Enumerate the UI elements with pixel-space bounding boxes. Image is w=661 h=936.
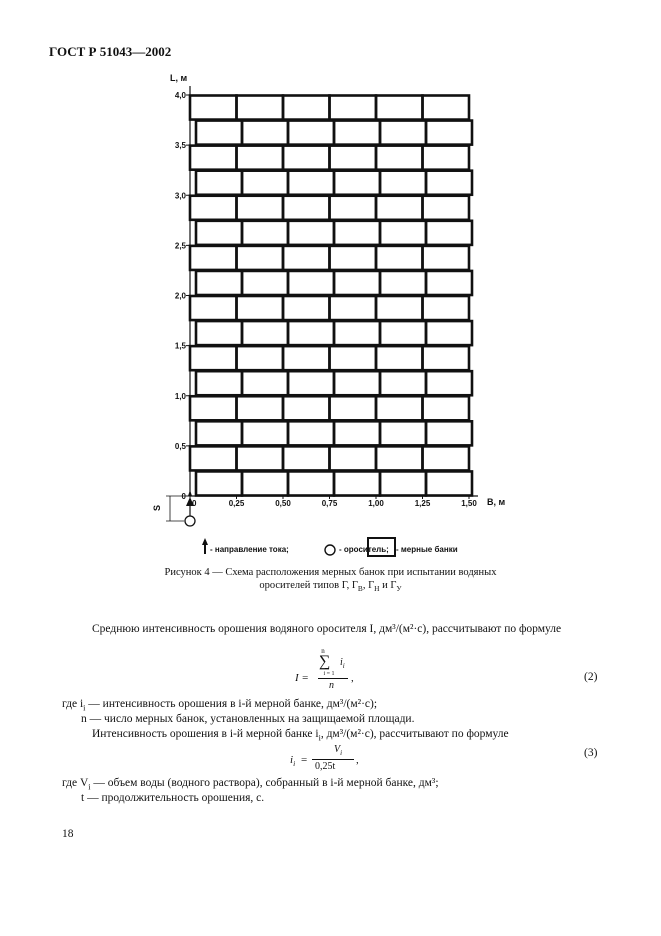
jar-cell bbox=[426, 321, 472, 345]
jar-cell bbox=[196, 421, 242, 445]
jar-cell bbox=[380, 121, 426, 145]
jar-cell bbox=[334, 121, 380, 145]
jar-cell bbox=[288, 221, 334, 245]
jar-cell bbox=[330, 196, 377, 220]
jar-cell bbox=[288, 471, 334, 495]
jar-cell bbox=[380, 321, 426, 345]
jar-cell bbox=[334, 471, 380, 495]
figure-caption-line2: оросителей типов Г, $Г_В$, $Г_Н$ и $Г_У$ bbox=[259, 580, 402, 594]
jar-cell bbox=[283, 446, 330, 470]
axes bbox=[166, 86, 478, 526]
jar-cell bbox=[334, 421, 380, 445]
jar-cell bbox=[237, 246, 284, 270]
jar-cell bbox=[242, 171, 288, 195]
jar-cell bbox=[423, 246, 470, 270]
jar-cell bbox=[190, 296, 237, 320]
eq3-comma: , bbox=[356, 754, 359, 766]
jar-cell bbox=[190, 146, 237, 170]
jar-cell bbox=[426, 171, 472, 195]
jar-cell bbox=[423, 146, 470, 170]
jar-cell bbox=[237, 146, 284, 170]
jar-cell bbox=[376, 296, 423, 320]
paragraph-jar-intensity: Интенсивность орошения в i-й мерной банке $i_i$, дм³/(м²·с), рассчитывают по формуле bbox=[92, 728, 509, 743]
jar-cell bbox=[423, 446, 470, 470]
jar-cell bbox=[242, 471, 288, 495]
jar-cell bbox=[334, 371, 380, 395]
y-tick-label: 3,0 bbox=[174, 191, 186, 201]
jar-cell bbox=[426, 221, 472, 245]
page-number: 18 bbox=[62, 828, 74, 840]
where-n: n — число мерных банок, установленных на защищаемой площади. bbox=[81, 713, 415, 725]
jar-cell bbox=[196, 121, 242, 145]
jar-cell bbox=[423, 96, 470, 120]
jar-cell bbox=[283, 296, 330, 320]
sprinkler-marker bbox=[185, 516, 195, 526]
jar-cell bbox=[330, 246, 377, 270]
jar-cell bbox=[190, 346, 237, 370]
x-tick-label: 0 bbox=[192, 499, 197, 508]
jar-cell bbox=[190, 396, 237, 420]
jar-cell bbox=[426, 421, 472, 445]
jar-cell bbox=[380, 221, 426, 245]
jar-cell bbox=[334, 171, 380, 195]
jar-legend-box bbox=[367, 537, 396, 557]
x-tick-label: 1,25 bbox=[414, 499, 431, 508]
eq2-numerator: $i_i$ bbox=[340, 657, 345, 670]
y-axis-label: L, м bbox=[170, 73, 188, 83]
x-tick-label: 0,75 bbox=[321, 499, 338, 508]
eq3-number: (3) bbox=[584, 747, 598, 759]
jar-cell bbox=[376, 146, 423, 170]
jar-cell bbox=[237, 446, 284, 470]
x-tick-labels bbox=[190, 496, 477, 508]
jar-cell bbox=[426, 471, 472, 495]
eq3-numerator: $V_i$ bbox=[334, 744, 343, 757]
jar-cell bbox=[288, 421, 334, 445]
jar-cell bbox=[242, 121, 288, 145]
x-tick-label: 1,50 bbox=[461, 499, 477, 508]
eq2-lhs: I = bbox=[295, 672, 309, 684]
jar-cell bbox=[196, 271, 242, 295]
jar-cell bbox=[237, 346, 284, 370]
jar-cell bbox=[288, 321, 334, 345]
legend-flow-label: - направление тока; bbox=[210, 545, 289, 554]
jar-cell bbox=[242, 321, 288, 345]
eq2-number: (2) bbox=[584, 671, 598, 683]
x-tick-label: 1,00 bbox=[368, 499, 384, 508]
jar-cell bbox=[283, 196, 330, 220]
jar-cell bbox=[283, 396, 330, 420]
eq3-lhs: $i_i$ bbox=[290, 754, 296, 769]
jar-cell bbox=[423, 296, 470, 320]
eq3-fraction-bar bbox=[312, 759, 354, 760]
eq2-sum-lower: i = 1 bbox=[323, 671, 335, 677]
sprinkler-icon bbox=[324, 543, 338, 557]
jar-cell bbox=[423, 396, 470, 420]
jar-cell bbox=[196, 471, 242, 495]
where-i: где $i_i$ — интенсивность орошения в i-й мерной банке, дм³/(м²·с); bbox=[62, 698, 378, 713]
jar-cell bbox=[423, 346, 470, 370]
jar-cell bbox=[380, 421, 426, 445]
jar-cell bbox=[237, 296, 284, 320]
jar-cell bbox=[426, 271, 472, 295]
jar-cell bbox=[334, 221, 380, 245]
jar-cell bbox=[423, 196, 470, 220]
jar-cell bbox=[376, 196, 423, 220]
jar-cell bbox=[380, 471, 426, 495]
jar-cell bbox=[330, 296, 377, 320]
eq3-equals: = bbox=[301, 754, 308, 766]
jar-cell bbox=[288, 271, 334, 295]
legend-jars-label: - мерные банки bbox=[396, 545, 458, 554]
where-t: t — продолжительность орошения, с. bbox=[81, 792, 265, 804]
jar-cell bbox=[196, 221, 242, 245]
eq2-sum-upper: n bbox=[321, 647, 325, 655]
jar-cell bbox=[334, 321, 380, 345]
jar-cell bbox=[426, 121, 472, 145]
y-tick-label: 2,5 bbox=[174, 241, 186, 251]
eq2-fraction-bar bbox=[318, 678, 348, 679]
jar-cell bbox=[330, 446, 377, 470]
jar-cell bbox=[380, 371, 426, 395]
y-tick-label: 4,0 bbox=[174, 91, 186, 100]
jar-cell bbox=[283, 246, 330, 270]
jar-cell bbox=[380, 271, 426, 295]
eq3-denominator: 0,25t bbox=[315, 761, 336, 772]
where-v: где $V_i$ — объем воды (водного раствора), собранный в i-й мерной банке, дм³; bbox=[62, 777, 439, 792]
jar-cell bbox=[190, 246, 237, 270]
jar-cell bbox=[380, 171, 426, 195]
jar-cell bbox=[190, 96, 237, 120]
jar-cell bbox=[196, 371, 242, 395]
jar-cell bbox=[283, 346, 330, 370]
paragraph-mean-intensity: Среднюю интенсивность орошения водяного оросителя I, дм³/(м²·с), рассчитывают по формуле bbox=[92, 623, 562, 635]
jar-cell bbox=[330, 96, 377, 120]
jar-cell bbox=[376, 346, 423, 370]
jar-cell bbox=[376, 246, 423, 270]
x-axis-label: B, м bbox=[487, 497, 506, 507]
jar-cell bbox=[376, 446, 423, 470]
y-tick-labels bbox=[175, 91, 190, 501]
jar-cell bbox=[242, 371, 288, 395]
jar-cell bbox=[330, 146, 377, 170]
flow-direction-icon bbox=[200, 536, 210, 556]
y-tick-label: 1,5 bbox=[174, 341, 186, 351]
page-header: ГОСТ Р 51043—2002 bbox=[49, 44, 172, 59]
x-tick-label: 0,50 bbox=[275, 499, 291, 508]
sum-sign: ∑ bbox=[319, 653, 331, 670]
y-tick-label: 0,5 bbox=[174, 441, 186, 451]
jar-cell bbox=[330, 346, 377, 370]
jar-cell bbox=[190, 196, 237, 220]
jar-cell bbox=[242, 221, 288, 245]
jar-cell bbox=[426, 371, 472, 395]
jar-cell bbox=[242, 421, 288, 445]
eq2-comma: , bbox=[351, 672, 354, 684]
jar-cell bbox=[190, 446, 237, 470]
s-label: S bbox=[152, 504, 163, 512]
legend-sprinkler-label: - ороситель; bbox=[339, 545, 389, 554]
jar-cell bbox=[283, 146, 330, 170]
eq2-denominator: n bbox=[329, 680, 334, 691]
jar-cell bbox=[237, 396, 284, 420]
jar-cell bbox=[376, 96, 423, 120]
jar-cell bbox=[288, 371, 334, 395]
jar-cell bbox=[330, 396, 377, 420]
jar-cell bbox=[376, 396, 423, 420]
jar-cell bbox=[283, 96, 330, 120]
y-tick-label: 0 bbox=[181, 492, 186, 501]
x-tick-label: 0,25 bbox=[228, 499, 245, 508]
y-tick-label: 2,0 bbox=[174, 291, 186, 301]
figure-caption-line1: Рисунок 4 — Схема расположения мерных банок при испытании водяных bbox=[164, 567, 497, 578]
jar-cell bbox=[288, 121, 334, 145]
y-tick-label: 3,5 bbox=[174, 141, 186, 151]
jar-cell bbox=[237, 96, 284, 120]
jar-grid bbox=[190, 96, 472, 496]
jar-cell bbox=[237, 196, 284, 220]
jar-cell bbox=[288, 171, 334, 195]
jar-cell bbox=[334, 271, 380, 295]
jar-cell bbox=[242, 271, 288, 295]
jar-cell bbox=[196, 321, 242, 345]
jar-cell bbox=[196, 171, 242, 195]
y-tick-label: 1,0 bbox=[174, 391, 186, 401]
